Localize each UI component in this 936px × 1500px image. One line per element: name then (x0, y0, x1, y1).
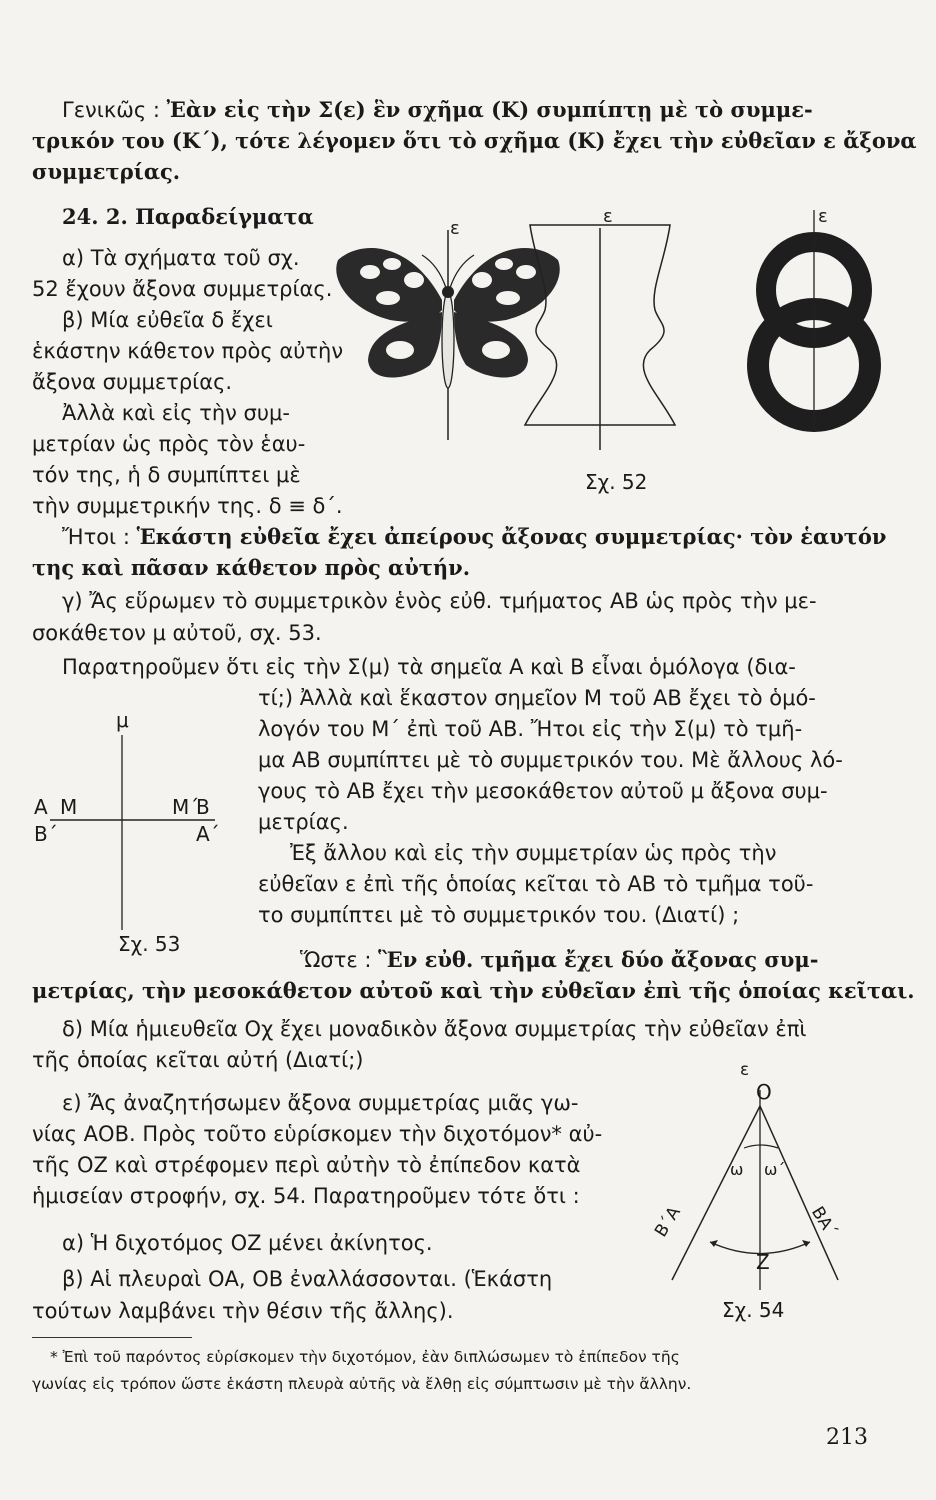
section-line: 52 ἔχουν ἄξονα συμμετρίας. (32, 277, 333, 301)
section-line: ἑκάστην κάθετον πρὸς αὐτὴν (32, 339, 344, 363)
angle-arc (744, 1145, 778, 1148)
section-line: Ἀλλὰ καὶ εἰς τὴν συμ- (62, 401, 290, 425)
fig54-omega-prime-label: ω΄ (764, 1160, 786, 1179)
para4-line: α) Ἡ διχοτόμος ΟΖ μένει ἀκίνητος. (62, 1231, 433, 1255)
para2-line-2: της καὶ πᾶσαν κάθετον πρὸς αὐτήν. (32, 555, 471, 580)
para2-line-5: Παρατηροῦμεν ὅτι εἰς τὴν Σ(μ) τὰ σημεῖα Α καὶ Β εἶναι ὁμόλογα (δια- (62, 655, 796, 679)
section-line: α) Τὰ σχήματα τοῦ σχ. (62, 246, 300, 270)
para2-line-4: σοκάθετον μ αὐτοῦ, σχ. 53. (32, 621, 322, 645)
fig53-mu-label: μ (116, 708, 129, 732)
fig53-B-label: Β (196, 795, 210, 819)
footnote-line-2: γωνίας εἰς τρόπον ὥστε ἑκάστη πλευρὰ αὐτῆς νὰ ἔλθῃ εἰς σύμπτωσιν μὲ τὴν ἄλλην. (32, 1375, 692, 1393)
para4-line: τῆς ΟΖ καὶ στρέφομεν περὶ αὐτὴν τὸ ἐπίπεδον κατὰ (32, 1153, 581, 1177)
para3-conclusion-line-2: μετρίας, τὴν μεσοκάθετον αὐτοῦ καὶ τὴν εὐθεῖαν ἐπὶ τῆς ὁποίας κεῖται. (32, 978, 915, 1003)
para3-so: Ὥστε : (300, 948, 379, 972)
section-heading: 24. 2. Παραδείγματα (62, 204, 314, 229)
fig53-A-label: Α (34, 795, 48, 819)
section-line: μετρίαν ὡς πρὸς τὸν ἑαυ- (32, 432, 306, 456)
para3-conclusion: Ἓν εὐθ. τμῆμα ἔχει δύο ἄξονας συμ- (378, 947, 819, 972)
fig54-O-label: Ο (756, 1080, 772, 1104)
para2-line-3: γ) Ἄς εὕρωμεν τὸ συμμετρικὸν ἑνὸς εὐθ. τμήματος ΑΒ ὡς πρὸς τὴν με- (62, 589, 817, 613)
figure-52 (330, 200, 890, 460)
fig54-Z-label: Ζ (756, 1250, 770, 1274)
eight-axis-label: ε (818, 206, 828, 227)
para3-line: μα ΑΒ συμπίπτει μὲ τὸ συμμετρικόν του. Μὲ ἄλλους λό- (258, 748, 843, 772)
intro-line-1 (62, 95, 813, 125)
fig54-BA-right-label: ΒΑ΄ (806, 1203, 841, 1241)
footnote-line-1: * Ἐπὶ τοῦ παρόντος εὑρίσκομεν τὴν διχοτόμον, ἐὰν διπλώσωμεν τὸ ἐπίπεδον τῆς (50, 1348, 680, 1366)
fig53-M-label: Μ (60, 795, 78, 819)
intro-line-3: συμμετρίας. (32, 159, 181, 184)
figure-53-caption: Σχ. 53 (118, 932, 181, 956)
para3-line: το συμπίπτει μὲ τὸ συμμετρικόν του. (Διατί) ; (258, 903, 740, 927)
vase-axis-label: ε (603, 206, 613, 227)
intro-line-2: τρικόν του (Κ΄), τότε λέγομεν ὅτι τὸ σχῆμα (Κ) ἔχει τὴν εὐθεῖαν ε ἄξονα (32, 128, 917, 153)
fig54-omega-label: ω (730, 1160, 744, 1179)
para2-hence: Ἤτοι : (62, 525, 137, 549)
para3-line: τί;) Ἀλλὰ καὶ ἕκαστον σημεῖον Μ τοῦ ΑΒ ἔχει τὸ ὁμό- (258, 686, 816, 710)
section-line: ἄξονα συμμετρίας. (32, 370, 233, 394)
fig53-A2-label: Α΄ (196, 822, 220, 846)
para3-line: γους τὸ ΑΒ ἔχει τὴν μεσοκάθετον αὐτοῦ μ ἄξονα συμ- (258, 779, 828, 803)
section-line: β) Μία εὐθεῖα δ ἔχει (62, 308, 273, 332)
fig53-M2-label: Μ΄ (172, 795, 200, 819)
para3-conclusion-line-1 (300, 945, 818, 975)
footnote-rule (32, 1337, 192, 1338)
para4-line: δ) Μία ἡμιευθεῖα Οχ ἔχει μοναδικὸν ἄξονα συμμετρίας τὴν εὐθεῖαν ἐπὶ (62, 1017, 807, 1041)
para2-statement: Ἑκάστη εὐθεῖα ἔχει ἀπείρους ἄξονας συμμετρίας· τὸν ἑαυτόν (136, 524, 887, 549)
para3-line: εὐθεῖαν ε ἐπὶ τῆς ὁποίας κεῖται τὸ ΑΒ τὸ τμῆμα τοῦ- (258, 872, 814, 896)
para4-line: ε) Ἄς ἀναζητήσωμεν ἄξονα συμμετρίας μιᾶς γω- (62, 1091, 579, 1115)
para3-line: μετρίας. (258, 810, 349, 834)
fig54-epsilon-label: ε (740, 1060, 750, 1080)
para3-line: Ἐξ ἄλλου καὶ εἰς τὴν συμμετρίαν ὡς πρὸς τὴν (290, 841, 777, 865)
figure-53 (30, 700, 250, 940)
figure-52-caption: Σχ. 52 (585, 470, 648, 494)
fig54-BA-left-label: Β΄Α (650, 1203, 685, 1241)
para4-line: ἡμισείαν στροφήν, σχ. 54. Παρατηροῦμεν τότε ὅτι : (32, 1184, 580, 1208)
page-number: 213 (826, 1425, 868, 1450)
para4-line: τῆς ὁποίας κεῖται αὐτή (Διατί;) (32, 1048, 364, 1072)
para4-line: νίας ΑΟΒ. Πρὸς τοῦτο εὑρίσκομεν τὴν διχοτόμον* αὐ- (32, 1122, 603, 1146)
fig53-B2-label: Β΄ (34, 822, 58, 846)
section-line: τὴν συμμετρικήν της. δ ≡ δ΄. (32, 494, 343, 518)
para2-line-1 (62, 522, 886, 552)
side-OA (672, 1106, 760, 1280)
section-line: τόν της, ἡ δ συμπίπτει μὲ (32, 463, 301, 487)
intro-definition: Ἐὰν εἰς τὴν Σ(ε) ἓν σχῆμα (Κ) συμπίπτῃ μὲ τὸ συμμε- (166, 97, 813, 122)
figure-54-caption: Σχ. 54 (722, 1298, 785, 1322)
para4-line: τούτων λαμβάνει τὴν θέσιν τῆς ἄλλης). (32, 1299, 454, 1323)
side-OB (760, 1106, 838, 1280)
para3-line: λογόν του Μ΄ ἐπὶ τοῦ ΑΒ. Ἤτοι εἰς τὴν Σ(μ) τὸ τμῆ- (258, 717, 803, 741)
figure-eight-icon (758, 210, 870, 430)
intro-generally: Γενικῶς : (62, 98, 167, 122)
butterfly-axis-label: ε (450, 218, 460, 239)
para4-line: β) Αἱ πλευραὶ ΟΑ, ΟΒ ἐναλλάσσονται. (Ἑκάστη (62, 1267, 553, 1291)
